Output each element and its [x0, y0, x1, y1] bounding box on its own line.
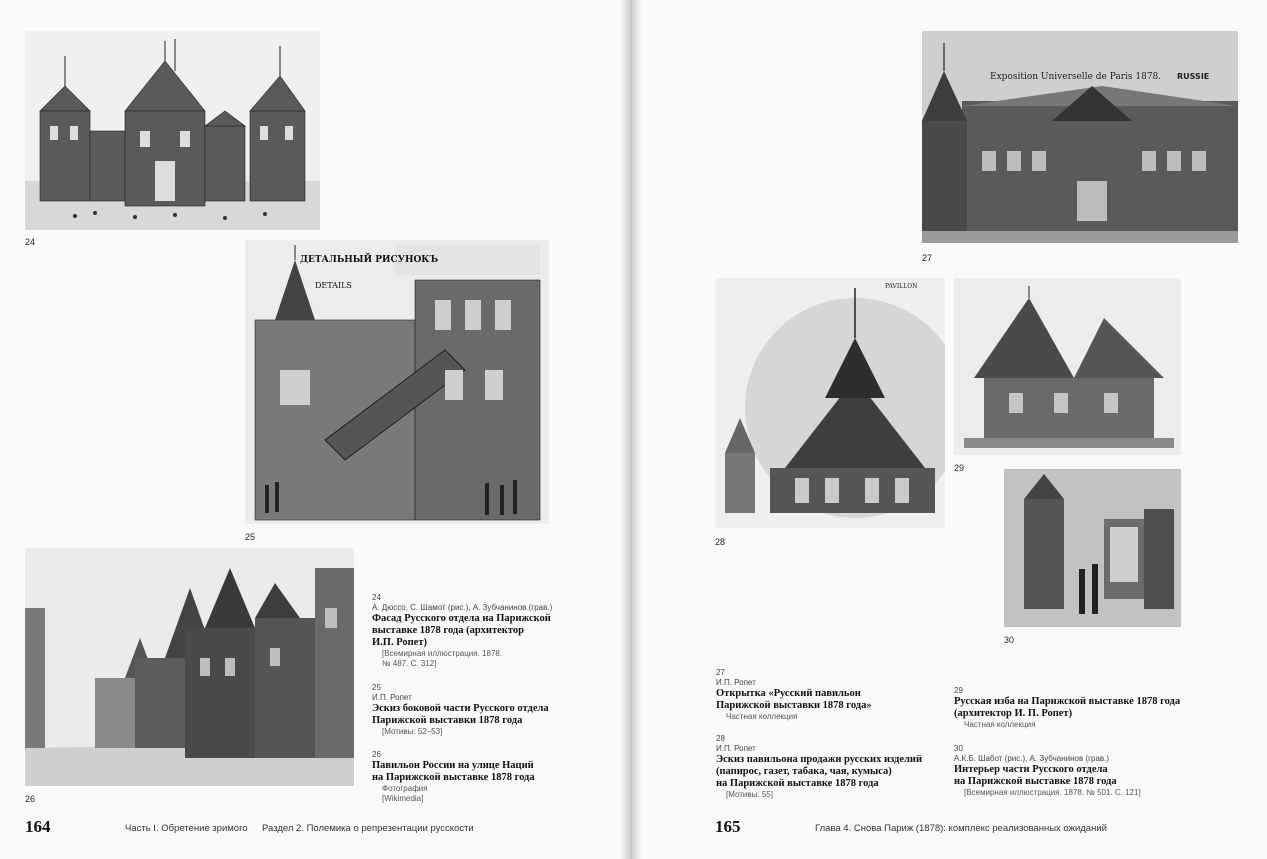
figure-27-number: 27 [922, 253, 933, 263]
caption-number: 27 [716, 668, 725, 677]
caption-source: [Мотивы: 55] [726, 790, 773, 799]
caption-title: Открытка «Русский павильон Парижской выставки 1878 года» [716, 688, 872, 711]
caption-30 [954, 744, 1214, 798]
caption-number: 29 [954, 686, 963, 695]
page-number-right: 165 [715, 817, 741, 836]
caption-source: [Мотивы: 52–53] [382, 727, 443, 736]
caption-29 [954, 686, 1214, 730]
running-head-chapter: Глава 4. Снова Париж (1878): комплекс реализованных ожиданий [815, 823, 1107, 834]
caption-author: И.П. Ропет [716, 678, 756, 687]
caption-number: 25 [372, 683, 381, 692]
caption-source: [Всемирная иллюстрация. 1878. № 501. С. 121] [964, 788, 1141, 797]
figure-28-sketch [715, 278, 945, 528]
figure-24-engraving [25, 31, 320, 230]
figure-24-number: 24 [25, 237, 36, 247]
figure-25-sketch [245, 240, 549, 524]
figure-27-postcard [922, 31, 1238, 243]
caption-25 [372, 683, 612, 737]
caption-27 [716, 668, 946, 722]
running-head-section: Раздел 2. Полемика о репрезентации русскости [262, 823, 474, 834]
caption-number: 30 [954, 744, 963, 753]
figure-30-number: 30 [1004, 635, 1015, 645]
caption-title: Эскиз павильона продажи русских изделий (папирос, газет, табака, чая, кумыса) на Парижской выставке 1878 года [716, 754, 923, 789]
running-head-part: Часть I. Обретение зримого [125, 823, 248, 834]
figure-26-number: 26 [25, 794, 36, 804]
figure-30-engraving [1004, 469, 1181, 627]
caption-title: Русская изба на Парижской выставке 1878 года (архитектор И. П. Ропет) [954, 696, 1181, 719]
plate-28-heading: PAVILLON [885, 283, 918, 290]
figure-29-engraving [954, 278, 1181, 455]
caption-author: А. Дюссо, С. Шамот (рис.), А. Зубчанинов (грав.) [372, 603, 553, 612]
postcard-russie: RUSSIE [1177, 72, 1210, 81]
caption-number: 26 [372, 750, 381, 759]
caption-title: Интерьер части Русского отдела на Парижской выставке 1878 года [954, 764, 1117, 787]
page-number-left: 164 [25, 817, 51, 836]
caption-source: Частная коллекция [964, 720, 1036, 729]
caption-source: [Всемирная иллюстрация. 1878. № 487. С. 312] [382, 649, 503, 668]
caption-24 [372, 593, 612, 669]
plate-25-heading: ДЕТАЛЬНЫЙ РИСУНОКЪ [300, 255, 439, 265]
caption-title: Эскиз боковой части Русского отдела Парижской выставки 1878 года [372, 703, 549, 726]
figure-28-number: 28 [715, 537, 726, 547]
caption-number: 28 [716, 734, 725, 743]
caption-author: И.П. Ропет [716, 744, 756, 753]
caption-title: Фасад Русского отдела на Парижской выставке 1878 года (архитектор И.П. Ропет) [372, 613, 551, 648]
figure-25-number: 25 [245, 532, 256, 542]
postcard-title: Exposition Universelle de Paris 1878. [990, 72, 1162, 82]
book-gutter [620, 0, 642, 859]
caption-source: Частная коллекция [726, 712, 798, 721]
plate-25-subheading: DETAILS [315, 281, 352, 290]
caption-title: Павильон России на улице Наций на Парижской выставке 1878 года [372, 760, 535, 783]
caption-28 [716, 734, 946, 800]
caption-source: Фотография [Wikimedia] [382, 784, 428, 803]
caption-26 [372, 750, 612, 804]
caption-author: А.К.Б. Шабот (рис.), А. Зубчанинов (грав.) [954, 754, 1110, 763]
figure-26-photo [25, 548, 354, 786]
caption-number: 24 [372, 593, 381, 602]
figure-29-number: 29 [954, 463, 965, 473]
caption-author: И.П. Ропет [372, 693, 412, 702]
